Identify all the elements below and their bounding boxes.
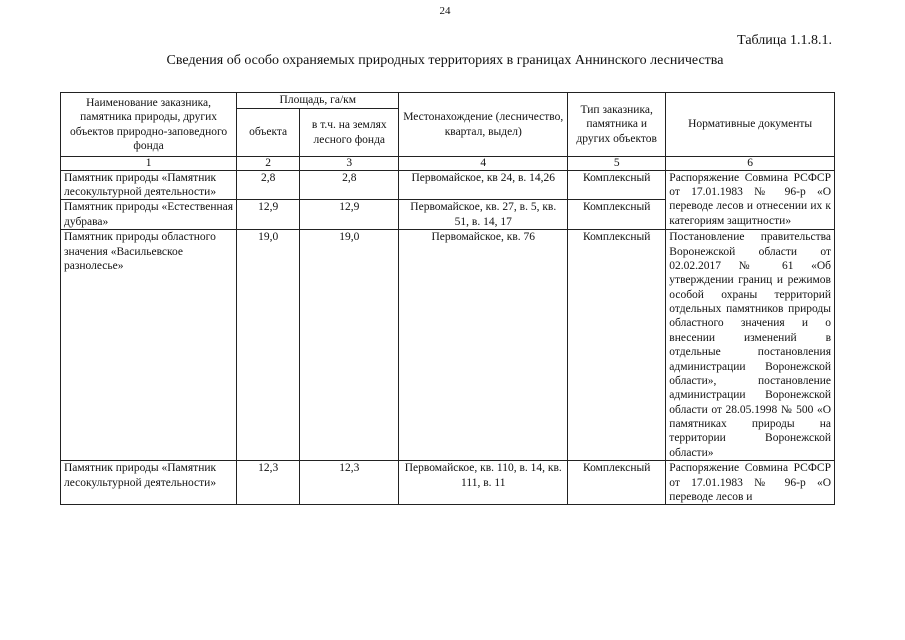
table-row xyxy=(61,461,835,505)
area-name-cell: Памятник природы «Естественная дубрава» xyxy=(61,200,237,230)
column-number: 2 xyxy=(237,157,300,171)
column-number: 3 xyxy=(300,157,399,171)
header-area: Площадь, га/км xyxy=(237,93,399,109)
column-number: 5 xyxy=(568,157,666,171)
type-cell: Комплексный xyxy=(568,200,666,230)
area-object-cell: 19,0 xyxy=(237,230,300,461)
area-forest-cell: 12,9 xyxy=(300,200,399,230)
table-caption: Таблица 1.1.8.1. xyxy=(737,33,832,48)
header-location: Местонахождение (лесничество, квартал, выдел) xyxy=(399,93,568,157)
area-object-cell: 12,3 xyxy=(237,461,300,505)
header-area-object: объекта xyxy=(237,109,300,157)
location-cell: Первомайское, кв. 110, в. 14, кв. 111, в. 11 xyxy=(399,461,568,505)
column-number: 4 xyxy=(399,157,568,171)
area-forest-cell: 19,0 xyxy=(300,230,399,461)
area-name-cell: Памятник природы «Памятник лесокультурной деятельности» xyxy=(61,170,237,200)
area-object-cell: 12,9 xyxy=(237,200,300,230)
area-forest-cell: 12,3 xyxy=(300,461,399,505)
type-cell: Комплексный xyxy=(568,230,666,461)
page-number: 24 xyxy=(439,5,451,17)
docs-cell: Постановление правительства Воронежской области от 02.02.2017 № 61 «Об утверждении границ и режимов особой охраны территорий отдельных памятников природы областного значения и о внесении изменений в отдельные постановления администрации Воронежской области», постановление администрации Воронежской области от 28.05.1998 № 500 «О памятниках природы на территории Воронежской области» xyxy=(666,230,835,461)
document-title: Сведения об особо охраняемых природных территориях в границах Аннинского лесничества xyxy=(166,53,724,68)
location-cell: Первомайское, кв. 27, в. 5, кв. 51, в. 14, 17 xyxy=(399,200,568,230)
column-number-row xyxy=(61,157,835,171)
area-forest-cell: 2,8 xyxy=(300,170,399,200)
area-object-cell: 2,8 xyxy=(237,170,300,200)
header-type: Тип заказника, памятника и других объектов xyxy=(568,93,666,157)
table-row xyxy=(61,230,835,461)
protected-areas-table xyxy=(60,92,835,505)
area-name-cell: Памятник природы областного значения «Васильевское разнолесье» xyxy=(61,230,237,461)
type-cell: Комплексный xyxy=(568,170,666,200)
area-name-cell: Памятник природы «Памятник лесокультурной деятельности» xyxy=(61,461,237,505)
location-cell: Первомайское, кв 24, в. 14,26 xyxy=(399,170,568,200)
type-cell: Комплексный xyxy=(568,461,666,505)
column-number: 6 xyxy=(666,157,835,171)
header-docs: Нормативные документы xyxy=(666,93,835,157)
docs-cell: Распоряжение Совмина РСФСР от 17.01.1983 № 96-р «О переводе лесов и отнесении их к категориям защитности» xyxy=(666,170,835,230)
header-name: Наименование заказника, памятника природы, других объектов природно-заповедного фонда xyxy=(61,93,237,157)
location-cell: Первомайское, кв. 76 xyxy=(399,230,568,461)
table-row xyxy=(61,170,835,200)
docs-cell: Распоряжение Совмина РСФСР от 17.01.1983 № 96-р «О переводе лесов и xyxy=(666,461,835,505)
header-area-forest: в т.ч. на землях лесного фонда xyxy=(300,109,399,157)
column-number: 1 xyxy=(61,157,237,171)
